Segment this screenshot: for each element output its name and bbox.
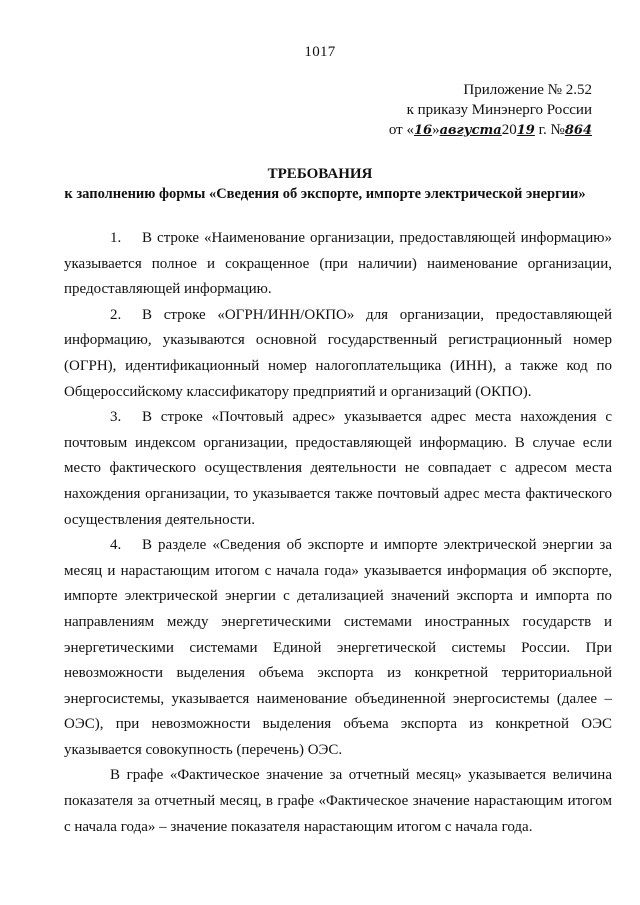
appendix-order-date [332,120,592,141]
item-text: В строке «Почтовый адрес» указывается адрес места нахождения с почтовым индексом организации, предоставляющей информацию. В случае если место фактического осуществления деятельности не совпадает с адресом места нахождения организации, то указывается также почтовый адрес места фактического осуществления деятельности. [64,409,612,528]
item-text: В строке «Наименование организации, предоставляющей информацию» указывается полное и сокращенное (при наличии) наименование организации, предоставляющей информацию. [64,230,612,298]
final-paragraph: В графе «Фактическое значение за отчетный месяц» указывается величина показателя за отчетный месяц, в графе «Фактическое значение нарастающим итогом с начала года» – значение показателя нарастающим итогом с начала года. [64,767,612,835]
page-number: 1017 [304,44,336,60]
appendix-order-reference: к приказу Минэнерго России [406,102,592,118]
appendix-header [332,80,592,141]
item-text: В разделе «Сведения об экспорте и импорте электрической энергии за месяц и нарастающим итогом с начала года» указывается информация об экспорте, импорте электрической энергии с детализацией значений экспорта и импорта по направлениям между энергетическими системами иностранных государств и энергетическими системами Единой энергетической системы России. При невозможности выделения объема экспорта из конкретной территориальной энергосистемы, указывается наименование объединенной энергосистемы (далее – ОЭС), при невозможности выделения объема экспорта из конкретной ОЭС указывается совокупность (перечень) ОЭС. [64,537,612,758]
document-body [64,226,612,840]
item-number: 2. [110,306,122,323]
handwritten-day: 16 [413,123,433,138]
document-title: ТРЕБОВАНИЯ [267,166,373,182]
item-number: 4. [110,537,122,554]
handwritten-order-number: 864 [564,123,592,138]
item-text: В строке «ОГРН/ИНН/ОКПО» для организации, предоставляющей информацию, указываются основной государственный регистрационный номер (ОГРН), идентификационный номер налогоплательщика (ИНН), а также код по Общероссийскому классификатору предприятий и организаций (ОКПО). [64,306,612,400]
document-subtitle: к заполнению формы «Сведения об экспорте, импорте электрической энергии» [64,186,586,202]
appendix-number: Приложение № 2.52 [463,82,592,98]
date-prefix: от « [388,122,414,138]
list-item [64,405,612,533]
item-number: 1. [110,230,122,246]
year-prefix: 20 [501,122,517,138]
handwritten-year: 19 [516,123,535,138]
year-suffix: г. № [534,122,565,138]
list-item [64,303,612,405]
list-item [64,226,612,303]
list-item [64,533,612,763]
handwritten-month: августа [439,123,502,138]
item-number: 3. [110,409,122,426]
date-mid: » [432,122,440,138]
